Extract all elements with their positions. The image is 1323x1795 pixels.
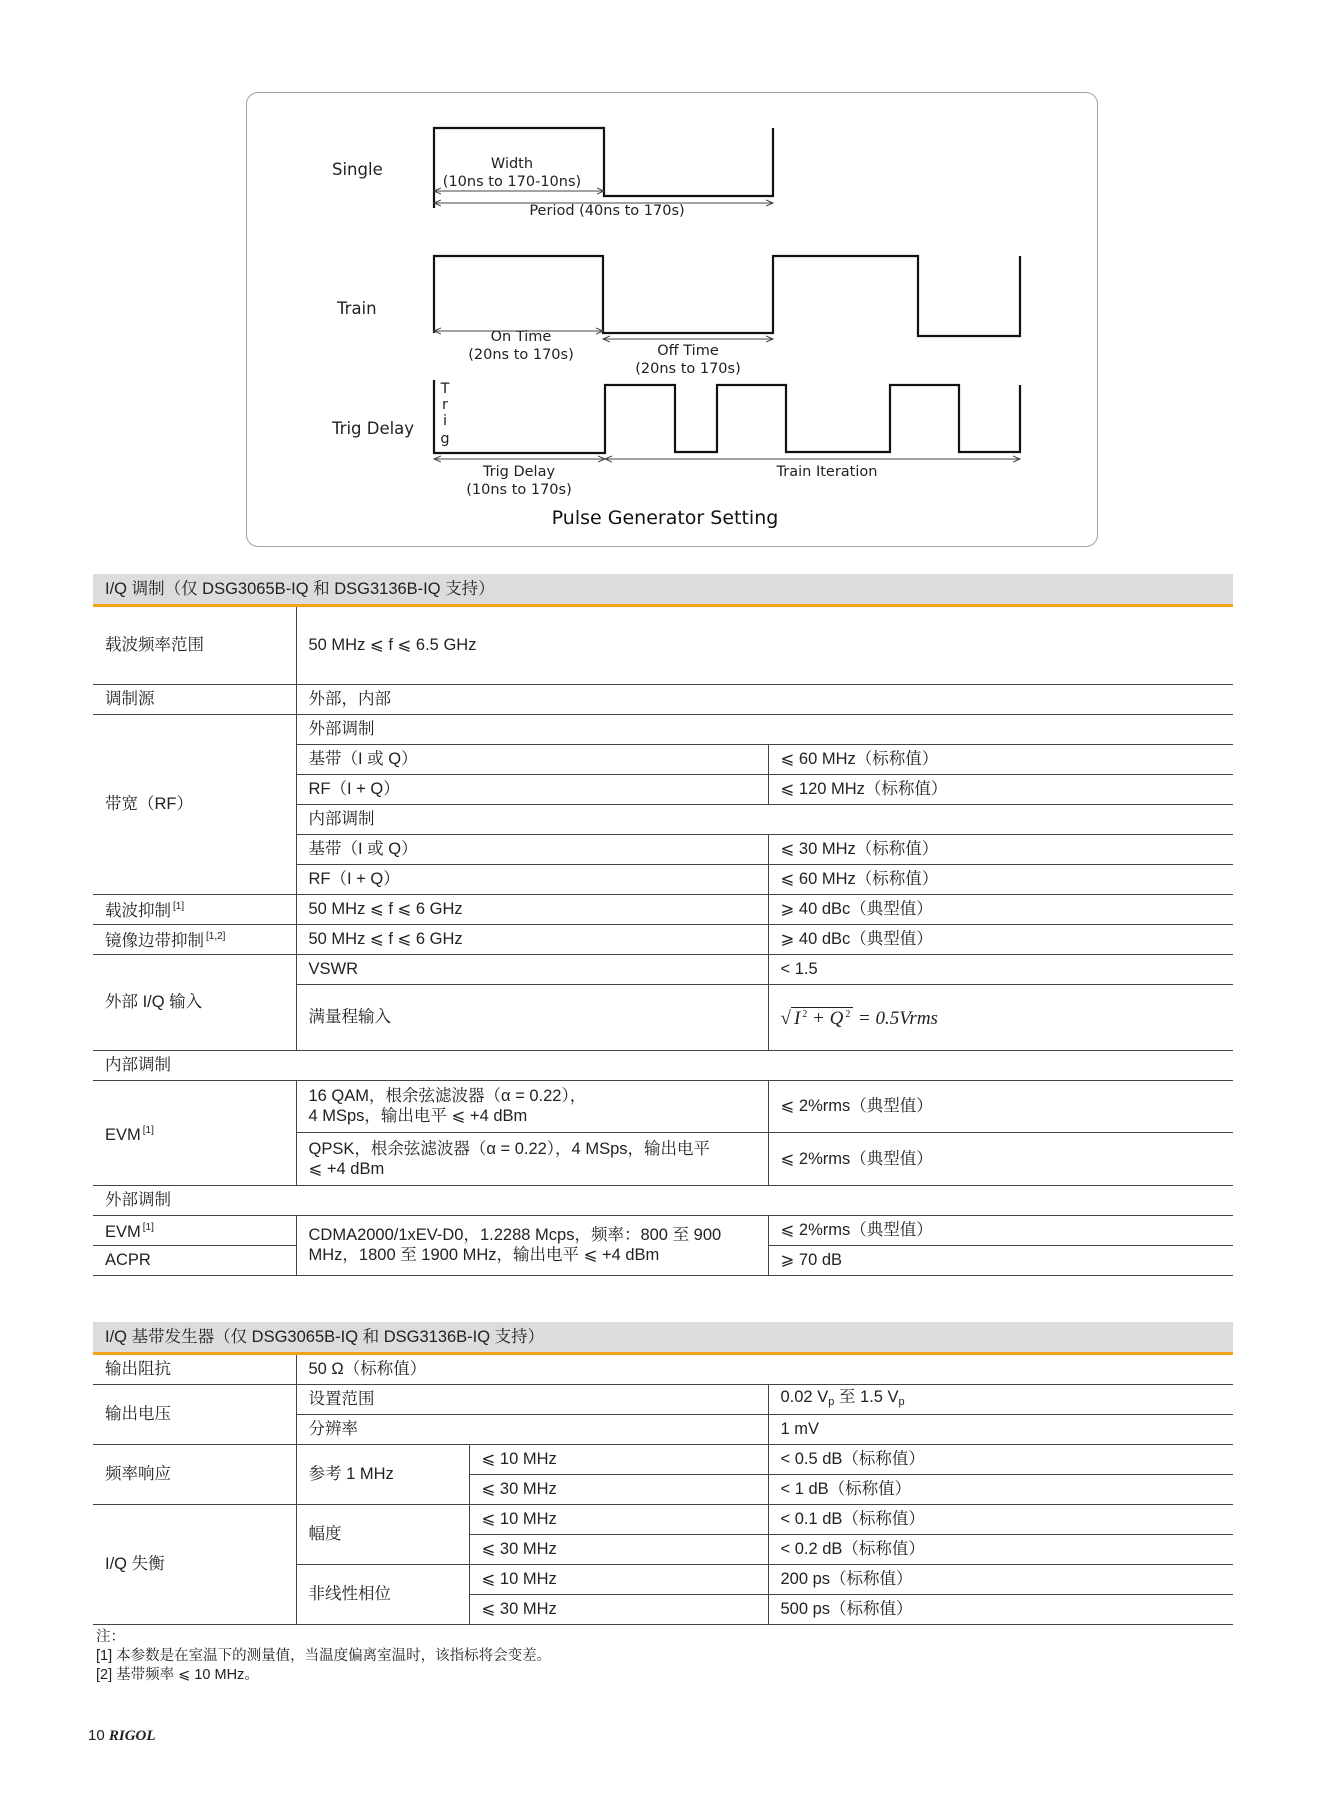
evm-16qam-cond: 16 QAM，根余弦滤波器（α = 0.22）， 4 MSps，输出电平 ⩽ +4 dBm (296, 1080, 768, 1132)
pulse-generator-figure (246, 92, 1098, 547)
int-baseband-label: 基带（I 或 Q） (296, 834, 768, 864)
int-mod-subhead: 内部调制 (296, 804, 1233, 834)
resolution-value: 1 mV (768, 1414, 1233, 1444)
carrier-suppression-cond: 50 MHz ⩽ f ⩽ 6 GHz (296, 894, 768, 924)
train-iteration-label: Train Iteration (776, 464, 878, 480)
output-impedance-label: 输出阻抗 (93, 1355, 296, 1384)
ext-iq-input-label: 外部 I/Q 输入 (93, 954, 296, 1050)
ph-le10-label: ⩽ 10 MHz (469, 1564, 768, 1594)
trig-letter-g: g (440, 431, 450, 447)
table-row (93, 1444, 1233, 1474)
table-row (93, 1080, 1233, 1132)
page-footer (88, 1727, 156, 1745)
carrier-suppression-value: ⩾ 40 dBc（典型值） (768, 894, 1233, 924)
acpr-label: ACPR (93, 1245, 296, 1275)
vswr-value: < 1.5 (768, 954, 1233, 984)
trig-delay-label: Trig Delay (482, 464, 556, 480)
image-suppression-cond: 50 MHz ⩽ f ⩽ 6 GHz (296, 924, 768, 954)
figure-title: Pulse Generator Setting (551, 507, 779, 529)
table-row (93, 684, 1233, 714)
iq-imbalance-label: I/Q 失衡 (93, 1504, 296, 1624)
mod-source-value: 外部，内部 (296, 684, 1233, 714)
table-row (93, 1215, 1233, 1245)
fr-le10-label: ⩽ 10 MHz (469, 1444, 768, 1474)
evm-qpsk-value: ⩽ 2%rms（典型值） (768, 1132, 1233, 1185)
carrier-range-value: 50 MHz ⩽ f ⩽ 6.5 GHz (296, 607, 1233, 684)
train-on-range: (20ns to 170s) (468, 347, 574, 363)
amp-le30-value: < 0.2 dB（标称值） (768, 1534, 1233, 1564)
ext-evm-value: ⩽ 2%rms（典型值） (768, 1215, 1233, 1245)
full-scale-value: √ I $^2$ + Q $^2$ = 0.5Vrms (768, 984, 1233, 1050)
row-label-train: Train (337, 299, 377, 318)
fr-le10-value: < 0.5 dB（标称值） (768, 1444, 1233, 1474)
ext-rf-value: ⩽ 120 MHz（标称值） (768, 774, 1233, 804)
table-row (93, 924, 1233, 954)
int-baseband-value: ⩽ 30 MHz（标称值） (768, 834, 1233, 864)
ext-evm-label: EVM [1] (93, 1215, 296, 1245)
single-period-label: Period (40ns to 170s) (529, 203, 685, 219)
table-row (93, 1384, 1233, 1414)
table-row (93, 1355, 1233, 1384)
train-on-label: On Time (490, 329, 552, 345)
ext-rf-label: RF（I + Q） (296, 774, 768, 804)
output-voltage-label: 输出电压 (93, 1384, 296, 1444)
ext-baseband-label: 基带（I 或 Q） (296, 744, 768, 774)
amplitude-label: 幅度 (296, 1504, 469, 1564)
iq-baseband-header: I/Q 基带发生器（仅 DSG3065B-IQ 和 DSG3136B-IQ 支持） (93, 1322, 1233, 1355)
int-rf-label: RF（I + Q） (296, 864, 768, 894)
page-number: 10 (88, 1727, 105, 1744)
single-width-label: Width (490, 156, 534, 172)
amp-le10-label: ⩽ 10 MHz (469, 1504, 768, 1534)
ph-le30-value: 500 ps（标称值） (768, 1594, 1233, 1624)
int-rf-value: ⩽ 60 MHz（标称值） (768, 864, 1233, 894)
carrier-suppression-label: 载波抑制 [1] (93, 894, 296, 924)
ext-mod-section-label: 外部调制 (93, 1185, 1233, 1215)
evm-label: EVM [1] (93, 1080, 296, 1185)
fr-le30-label: ⩽ 30 MHz (469, 1474, 768, 1504)
int-mod-section-label: 内部调制 (93, 1050, 1233, 1080)
acpr-value: ⩾ 70 dB (768, 1245, 1233, 1275)
single-waveform (434, 128, 773, 208)
full-scale-label: 满量程输入 (296, 984, 768, 1050)
pulse-diagram (247, 93, 1099, 548)
row-label-trig-delay: Trig Delay (332, 419, 415, 438)
iq-modulation-header: I/Q 调制（仅 DSG3065B-IQ 和 DSG3136B-IQ 支持） (93, 574, 1233, 607)
set-range-label: 设置范围 (296, 1384, 768, 1414)
table-row (93, 1050, 1233, 1080)
trig-delay-waveform (434, 380, 1020, 453)
vswr-label: VSWR (296, 954, 768, 984)
iq-modulation-section (93, 574, 1233, 1276)
ph-le30-label: ⩽ 30 MHz (469, 1594, 768, 1624)
mod-source-label: 调制源 (93, 684, 296, 714)
trig-letter-t: T (440, 381, 450, 397)
evm-16qam-value: ⩽ 2%rms（典型值） (768, 1080, 1233, 1132)
table-row (93, 714, 1233, 744)
notes-title: 注： (96, 1629, 125, 1645)
train-waveform (434, 256, 1020, 336)
amp-le10-value: < 0.1 dB（标称值） (768, 1504, 1233, 1534)
row-label-single: Single (332, 160, 383, 179)
evm-qpsk-cond: QPSK，根余弦滤波器（α = 0.22），4 MSps，输出电平 ⩽ +4 dBm (296, 1132, 768, 1185)
trig-delay-range: (10ns to 170s) (466, 482, 572, 498)
amp-le30-label: ⩽ 30 MHz (469, 1534, 768, 1564)
bandwidth-label: 带宽（RF） (93, 714, 296, 894)
sqrt-formula: √ I $^2$ + Q $^2$ (781, 1007, 854, 1029)
note-1: [1] 本参数是在室温下的测量值，当温度偏离室温时，该指标将会变差。 (96, 1648, 552, 1664)
carrier-range-label: 载波频率范围 (93, 607, 296, 684)
ref-1mhz-label: 参考 1 MHz (296, 1444, 469, 1504)
output-impedance-value: 50 Ω（标称值） (296, 1355, 1233, 1384)
iq-baseband-section (93, 1322, 1233, 1625)
table-row (93, 1504, 1233, 1534)
note-2: [2] 基带频率 ⩽ 10 MHz。 (96, 1667, 259, 1683)
train-off-range: (20ns to 170s) (635, 361, 741, 377)
ext-baseband-value: ⩽ 60 MHz（标称值） (768, 744, 1233, 774)
trig-letter-i: i (442, 413, 448, 429)
table-row (93, 1185, 1233, 1215)
table-row (93, 954, 1233, 984)
single-width-range: (10ns to 170-10ns) (442, 174, 582, 190)
train-off-label: Off Time (657, 343, 719, 359)
cdma-cond: CDMA2000/1xEV-D0，1.2288 Mcps，频率：800 至 900 MHz，1800 至 1900 MHz，输出电平 ⩽ +4 dBm (296, 1215, 768, 1275)
notes (96, 1628, 551, 1685)
iq-baseband-table (93, 1355, 1233, 1625)
image-suppression-value: ⩾ 40 dBc（典型值） (768, 924, 1233, 954)
fr-le30-value: < 1 dB（标称值） (768, 1474, 1233, 1504)
ph-le10-value: 200 ps（标称值） (768, 1564, 1233, 1594)
freq-response-label: 频率响应 (93, 1444, 296, 1504)
trig-letter-r: r (442, 397, 448, 413)
table-row (93, 894, 1233, 924)
nonlinear-phase-label: 非线性相位 (296, 1564, 469, 1624)
resolution-label: 分辨率 (296, 1414, 768, 1444)
ext-mod-subhead: 外部调制 (296, 714, 1233, 744)
table-row (93, 607, 1233, 684)
brand-logo: RIGOL (108, 1728, 156, 1744)
image-suppression-label: 镜像边带抑制 [1,2] (93, 924, 296, 954)
set-range-value: 0.02 $V_p$ 至 1.5 $V_p$ (768, 1384, 1233, 1414)
iq-modulation-table (93, 607, 1233, 1276)
